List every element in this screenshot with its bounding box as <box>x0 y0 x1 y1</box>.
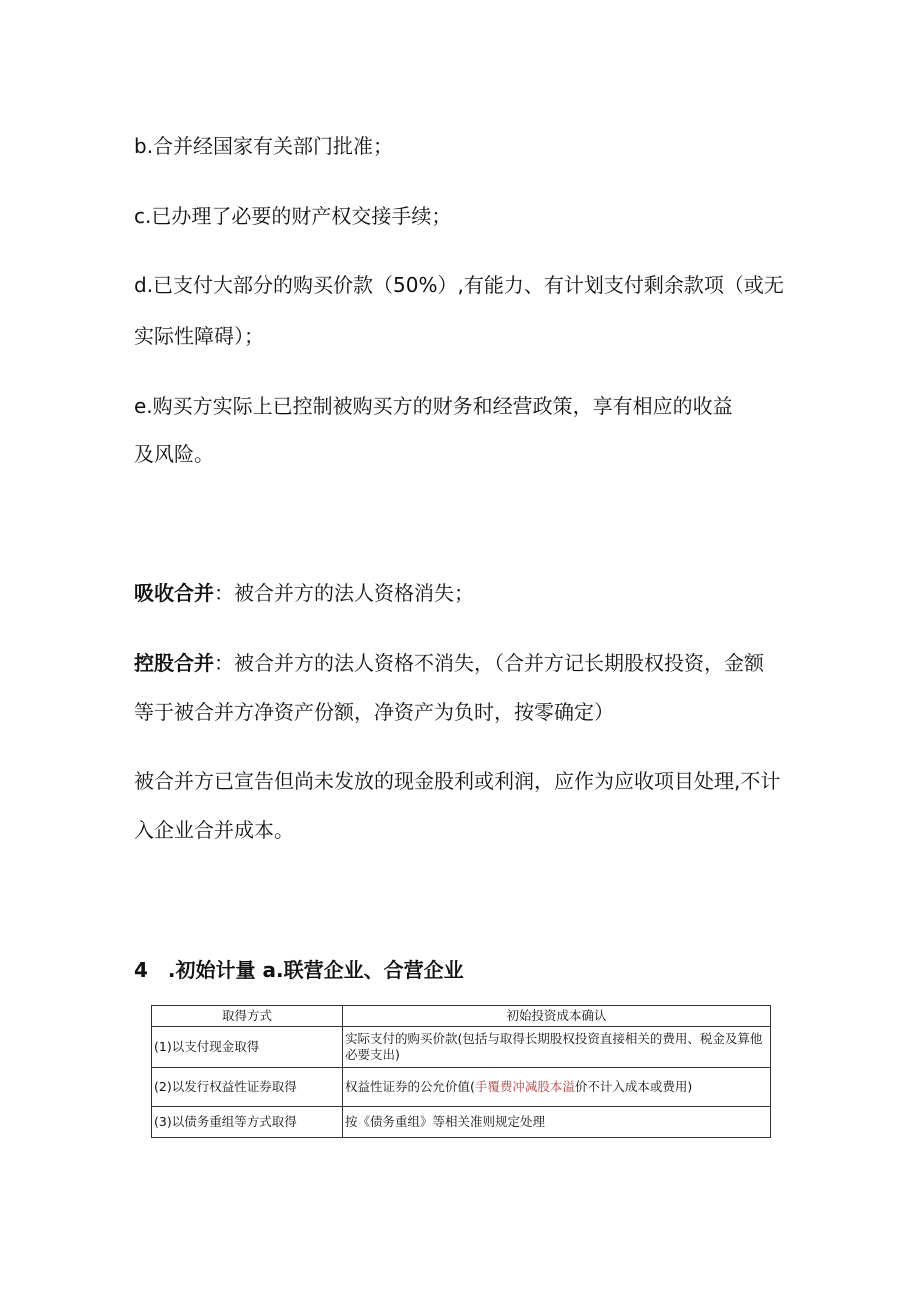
table-row <box>152 1027 771 1068</box>
absorb-merger-text: ：被合并方的法人资格消失； <box>214 581 474 605</box>
cost-highlight: 手覆费冲减股本溢 <box>474 1079 575 1094</box>
condition-e-line1: e.购买方实际上已控制被购买方的财务和经营政策，享有相应的收益 <box>134 394 733 418</box>
condition-e-line2: 及风险。 <box>134 442 214 466</box>
cost-suffix: 价不计入成本或费用) <box>574 1079 693 1094</box>
holding-merger-text-line1: ：被合并方的法人资格不消失，（合并方记长期股权投资，金额 <box>214 651 764 675</box>
section-heading: 4 .初始计量 a.联营企业、合营企业 <box>134 958 464 982</box>
condition-d-line2: 实际性障碍）； <box>134 324 264 348</box>
table-row <box>152 1107 771 1138</box>
table-header-row <box>152 1006 771 1027</box>
cost-prefix: 权益性证券的公允价值( <box>345 1079 475 1094</box>
table-header-method: 取得方式 <box>152 1006 343 1027</box>
table-cell-cost <box>343 1068 771 1107</box>
table-row <box>152 1068 771 1107</box>
condition-c: c.已办理了必要的财产权交接手续； <box>134 204 452 228</box>
dividend-line1: 被合并方已宣告但尚未发放的现金股利或利润，应作为应收项目处理,不计 <box>134 769 781 793</box>
table-cell-cost: 按《债务重组》等相关准则规定处理 <box>343 1107 771 1138</box>
absorb-merger-label: 吸收合并 <box>134 581 214 605</box>
holding-merger-text-line2: 等于被合并方净资产份额，净资产为负时，按零确定） <box>134 700 614 724</box>
table-cell-method: (3)以债务重组等方式取得 <box>152 1107 343 1138</box>
table-cell-method: (1)以支付现金取得 <box>152 1027 343 1068</box>
initial-measurement-table <box>151 1005 771 1138</box>
table-header-cost: 初始投资成本确认 <box>343 1006 771 1027</box>
absorb-merger-paragraph <box>134 580 474 606</box>
dividend-line2: 入企业合并成本。 <box>134 818 294 842</box>
table-cell-cost: 实际支付的购买价款(包括与取得长期股权投资直接相关的费用、税金及算他必要支出) <box>343 1027 771 1068</box>
holding-merger-label: 控股合并 <box>134 651 214 675</box>
holding-merger-paragraph <box>134 650 764 676</box>
condition-d-line1: d.已支付大部分的购买价款（50%）,有能力、有计划支付剩余款项（或无 <box>134 273 784 297</box>
table-cell-method: (2)以发行权益性证券取得 <box>152 1068 343 1107</box>
condition-b: b.合并经国家有关部门批准； <box>134 134 394 158</box>
